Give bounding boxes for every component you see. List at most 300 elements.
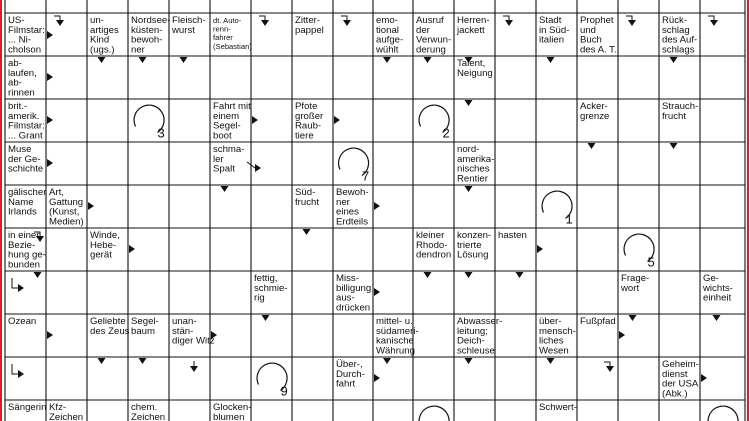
- clue-line: dt. Auto-: [213, 16, 242, 25]
- clue-line: brit.-: [8, 101, 28, 112]
- answer-cell[interactable]: [170, 100, 209, 141]
- clue-line: ... Grant: [8, 130, 43, 142]
- clue-line: Fahrt mit: [213, 101, 251, 112]
- answer-cell[interactable]: [619, 315, 658, 356]
- clue-konzentrierte-loesung: [457, 230, 491, 261]
- clue-winde-hebegeraet: [90, 230, 120, 261]
- clue-line: Talent,: [457, 58, 486, 69]
- answer-cell[interactable]: [211, 272, 250, 313]
- clue-line: Wesen: [539, 345, 569, 357]
- clue-line: renn-: [213, 24, 231, 34]
- clue-line: Name: [8, 196, 34, 208]
- clue-line: großer: [295, 110, 324, 122]
- clue-line: in einer: [8, 230, 40, 241]
- clue-line: in Süd-: [539, 24, 570, 36]
- clue-line: eines: [336, 206, 359, 218]
- answer-cell[interactable]: [537, 57, 576, 98]
- clue-line: Spalt: [213, 163, 235, 175]
- clue-line: Glocken-: [213, 402, 252, 413]
- clue-line: Art,: [49, 187, 64, 198]
- clue-line: Medien): [49, 216, 84, 228]
- clue-line: bewoh-: [131, 34, 163, 46]
- clue-line: Filmstar:: [8, 120, 45, 132]
- answer-cell[interactable]: [374, 272, 412, 313]
- clue-line: Erdteils: [336, 216, 368, 228]
- answer-cell[interactable]: [660, 401, 699, 421]
- answer-cell[interactable]: [701, 358, 744, 399]
- clue-line: fettig,: [254, 273, 278, 284]
- answer-cell[interactable]: [293, 57, 332, 98]
- answer-cell[interactable]: [414, 186, 453, 227]
- answer-cell[interactable]: [414, 315, 453, 356]
- answer-cell[interactable]: [88, 401, 127, 421]
- answer-cell[interactable]: [252, 100, 291, 141]
- clue-line: der: [416, 24, 430, 36]
- clue-line: ler: [213, 153, 224, 165]
- clue-line: Rhodo-: [416, 239, 448, 251]
- clue-line: ner: [336, 196, 350, 208]
- clue-dt-autorennfahrer: [213, 16, 252, 51]
- answer-cell[interactable]: [88, 100, 127, 141]
- answer-cell[interactable]: [496, 14, 535, 55]
- clue-line: baum: [131, 325, 155, 337]
- answer-cell[interactable]: [578, 57, 617, 98]
- clue-line: schichte: [8, 163, 44, 175]
- clue-line: (Sebastian): [213, 41, 252, 51]
- answer-cell[interactable]: [293, 229, 332, 270]
- answer-cells: [6, 14, 744, 421]
- clue-line: jackett: [457, 24, 485, 36]
- answer-cell[interactable]: [455, 186, 494, 227]
- answer-cell[interactable]: [334, 14, 372, 55]
- answer-cell[interactable]: [619, 100, 658, 141]
- answer-cell[interactable]: [129, 229, 168, 270]
- clue-line: blumen: [213, 411, 245, 421]
- clue-line: Durch-: [336, 368, 365, 380]
- clue-line: nord-: [457, 144, 480, 155]
- clue-kfz-zeichen: [49, 402, 83, 421]
- clue-geheimdienst-der-usa: [662, 359, 699, 399]
- clue-line: grenze: [580, 110, 610, 122]
- clue-line: Neigung: [457, 67, 493, 79]
- answer-cell[interactable]: [47, 272, 86, 313]
- answer-cell[interactable]: [496, 401, 535, 421]
- clue-line: cholson: [8, 44, 42, 56]
- clue-unanstaendiger-witz: [172, 316, 215, 347]
- clue-herrenjackett: [456, 15, 490, 36]
- clue-line: Verwun-: [416, 34, 452, 46]
- clue-line: amerika-: [457, 153, 495, 165]
- answer-cell[interactable]: [170, 143, 209, 184]
- clue-line: Irlands: [8, 206, 37, 218]
- answer-cell[interactable]: [701, 100, 744, 141]
- clue-line: schma-: [213, 144, 245, 155]
- answer-cell[interactable]: [496, 358, 535, 399]
- answer-cell[interactable]: [252, 14, 291, 55]
- answer-cell[interactable]: [660, 315, 699, 356]
- clue-line: des A. T.: [580, 44, 617, 56]
- clue-line: billigung: [336, 282, 372, 294]
- clue-line: Kind: [90, 34, 110, 46]
- answer-cell[interactable]: [414, 272, 453, 313]
- answer-cell[interactable]: [211, 57, 250, 98]
- clue-line: Lösung: [457, 249, 489, 261]
- answer-cell[interactable]: [170, 358, 209, 399]
- answer-cell[interactable]: [701, 143, 744, 184]
- answer-cell[interactable]: [374, 358, 412, 399]
- answer-cell[interactable]: [170, 229, 209, 270]
- answer-cell[interactable]: [129, 143, 168, 184]
- solution-number: 1: [565, 211, 573, 227]
- answer-cell[interactable]: [578, 358, 617, 399]
- answer-cell[interactable]: [496, 186, 535, 227]
- clue-line: hasten: [498, 230, 527, 241]
- clue-line: Schwert-: [539, 402, 577, 413]
- answer-cell[interactable]: [455, 272, 494, 313]
- clue-gaelischer-name-irlands: [8, 187, 47, 218]
- solution-number: 3: [157, 125, 165, 141]
- solution-number: 5: [647, 254, 655, 270]
- clue-line: italien: [539, 34, 565, 46]
- answer-cell[interactable]: [47, 315, 86, 356]
- clue-line: bunden: [8, 259, 41, 271]
- answer-cell[interactable]: [414, 143, 453, 184]
- clue-strauchfrucht: [662, 101, 698, 122]
- clue-line: unan-: [172, 316, 197, 327]
- clue-chem-zeichen: [131, 402, 165, 421]
- clue-line: Prophet: [580, 15, 614, 26]
- clue-prophet-im-buch-des-at: [580, 15, 617, 55]
- answer-cell[interactable]: [47, 14, 86, 55]
- answer-cell[interactable]: [293, 401, 332, 421]
- answer-cell[interactable]: [374, 186, 412, 227]
- answer-cell[interactable]: [211, 229, 250, 270]
- clue-line: Winde,: [90, 230, 120, 241]
- answer-cell[interactable]: [170, 186, 209, 227]
- answer-cell[interactable]: [496, 57, 535, 98]
- answer-cell[interactable]: [334, 401, 372, 421]
- clue-brit-amerik-filmstar-grant: [8, 101, 45, 141]
- clue-fettig-schmierig: [254, 273, 288, 304]
- clue-line: wort: [621, 282, 640, 294]
- answer-cell[interactable]: [252, 229, 291, 270]
- clue-line: emo-: [376, 15, 398, 26]
- clue-line: einheit: [703, 292, 732, 304]
- clue-line: frucht: [295, 196, 319, 208]
- answer-cell[interactable]: [211, 315, 250, 356]
- answer-cell[interactable]: [374, 100, 412, 141]
- answer-cell[interactable]: [455, 401, 494, 421]
- clue-line: rig: [254, 292, 265, 304]
- answer-cell[interactable]: [619, 143, 658, 184]
- answer-cell[interactable]: [47, 57, 86, 98]
- clue-schmaler-spalt: [213, 144, 244, 175]
- clue-line: trierte: [457, 239, 482, 251]
- clue-line: frucht: [662, 110, 686, 122]
- clue-line: Raub-: [295, 120, 322, 132]
- clue-fusspfad: [580, 316, 616, 327]
- answer-cell[interactable]: [578, 272, 617, 313]
- answer-cell[interactable]: [619, 14, 658, 55]
- clue-line: gälischer: [8, 187, 47, 198]
- clue-line: und: [580, 24, 597, 36]
- clue-line: liches: [539, 335, 564, 347]
- clue-gewichtseinheit: [702, 273, 733, 304]
- clue-line: Kfz-: [49, 402, 67, 413]
- answer-cell[interactable]: [537, 229, 576, 270]
- clue-line: nisches: [457, 163, 490, 175]
- answer-cell[interactable]: [88, 143, 127, 184]
- clue-line: Fleisch-: [172, 15, 206, 26]
- clue-line: Ge-: [703, 273, 719, 284]
- clue-line: Nordsee-: [131, 15, 171, 26]
- answer-cell[interactable]: [619, 186, 658, 227]
- clue-line: konzen-: [457, 230, 492, 241]
- answer-cell[interactable]: [496, 143, 535, 184]
- clue-line: Sängerin: [8, 402, 47, 413]
- clue-unartiges-kind: [90, 15, 119, 55]
- clue-kleiner-rhododendron: [416, 230, 451, 261]
- answer-cell[interactable]: [88, 272, 127, 313]
- solution-number: 9: [280, 383, 288, 399]
- answer-cell[interactable]: [334, 100, 372, 141]
- clue-line: Zitter-: [295, 15, 321, 26]
- answer-cell[interactable]: [537, 272, 576, 313]
- answer-cell[interactable]: [455, 100, 494, 141]
- clue-ueber-durchfahrt: [336, 359, 365, 390]
- clue-line: Bezie-: [8, 239, 36, 251]
- solution-number: 2: [442, 125, 450, 141]
- answer-cell[interactable]: [129, 186, 168, 227]
- clue-line: gerät: [90, 249, 112, 261]
- clue-line: rinnen: [8, 87, 35, 99]
- clue-line: hung ge-: [8, 249, 46, 261]
- answer-cell[interactable]: [374, 229, 412, 270]
- clue-line: Rück-: [662, 15, 688, 26]
- clue-line: diger Witz: [172, 335, 215, 347]
- answer-cell[interactable]: [660, 272, 699, 313]
- clue-line: Geliebte: [90, 316, 126, 327]
- answer-cell[interactable]: [414, 57, 453, 98]
- clue-line: Zeichen: [131, 411, 166, 421]
- answer-cell[interactable]: [537, 100, 576, 141]
- answer-cell[interactable]: [47, 229, 86, 270]
- clue-mittel-u-suedamerikanische-waehrung: [376, 316, 419, 356]
- clue-line: Abwasser-: [457, 316, 503, 327]
- clue-hasten: [498, 230, 527, 241]
- answer-cell[interactable]: [537, 358, 576, 399]
- clue-bewohner-eines-erdteils: [336, 187, 369, 227]
- clue-line: tiere: [295, 130, 314, 142]
- answer-cell[interactable]: [211, 186, 250, 227]
- clue-line: Herren-: [457, 15, 490, 26]
- answer-cell[interactable]: [660, 57, 699, 98]
- answer-cell[interactable]: [374, 401, 412, 421]
- answer-cell[interactable]: [170, 57, 209, 98]
- clue-line: Pfote: [295, 101, 318, 112]
- clue-line: chem.: [131, 402, 158, 413]
- answer-cell[interactable]: [455, 358, 494, 399]
- clue-line: Segel-: [213, 120, 241, 132]
- clue-ozean: [8, 316, 36, 327]
- clue-uebermenschliches-wesen: [539, 316, 576, 356]
- clue-line: Stadt: [539, 15, 562, 26]
- answer-cell[interactable]: [537, 143, 576, 184]
- answer-cell[interactable]: [701, 186, 744, 227]
- clue-rueckschlag-des-aufschlags: [662, 15, 697, 55]
- answer-cell[interactable]: [496, 100, 535, 141]
- answer-cell[interactable]: [293, 358, 332, 399]
- clue-line: fahrt: [336, 378, 356, 390]
- answer-cell[interactable]: [701, 57, 744, 98]
- answer-cell[interactable]: [701, 14, 744, 55]
- answer-cell[interactable]: [701, 315, 744, 356]
- clue-line: wurst: [172, 24, 195, 36]
- clue-suedfrucht: [295, 187, 319, 208]
- answer-cell[interactable]: [47, 143, 86, 184]
- clue-line: (Abk.): [662, 388, 688, 400]
- clue-line: mensch-: [539, 325, 576, 337]
- clue-line: leitung;: [457, 325, 488, 337]
- clue-line: (Kunst,: [49, 206, 80, 218]
- clue-pfote-grosser-raubtiere: [295, 101, 324, 141]
- clue-line: aufge-: [376, 34, 404, 46]
- answer-cell[interactable]: [619, 401, 658, 421]
- answer-cell[interactable]: [578, 186, 617, 227]
- clue-line: tional: [376, 24, 399, 36]
- answer-cell[interactable]: [578, 143, 617, 184]
- clue-line: schmie-: [254, 282, 288, 294]
- answer-cell[interactable]: [252, 186, 291, 227]
- clue-line: Rentier: [457, 173, 488, 185]
- answer-cell[interactable]: [374, 57, 412, 98]
- clue-line: küsten-: [131, 24, 163, 36]
- answer-cell[interactable]: [578, 229, 617, 270]
- answer-cell[interactable]: [211, 358, 250, 399]
- clue-ablaufen-abrinnen: [8, 58, 37, 98]
- answer-cell[interactable]: [47, 358, 86, 399]
- answer-cell[interactable]: [334, 57, 372, 98]
- answer-cell[interactable]: [88, 186, 127, 227]
- answer-cell[interactable]: [170, 272, 209, 313]
- clue-nordseekuestenbewohner: [131, 15, 170, 55]
- clue-talent-neigung: [457, 58, 493, 79]
- answer-cell[interactable]: [47, 100, 86, 141]
- clue-line: amerik.: [8, 110, 40, 122]
- clue-emotional-aufgewuehlt: [375, 15, 403, 55]
- answer-cell[interactable]: [252, 143, 291, 184]
- clue-line: laufen,: [8, 67, 37, 79]
- clue-line: Über-,: [336, 359, 363, 370]
- clue-line: derung: [416, 44, 446, 56]
- answer-cell[interactable]: [374, 143, 412, 184]
- clue-line: US-: [8, 15, 25, 26]
- clue-frage-wort: [620, 273, 649, 294]
- answer-cell[interactable]: [660, 143, 699, 184]
- clue-line: Acker-: [580, 101, 608, 112]
- clue-line: wichts-: [703, 282, 733, 294]
- answer-cell[interactable]: [129, 358, 168, 399]
- clue-line: Filmstar:: [8, 24, 45, 36]
- answer-cell[interactable]: [660, 186, 699, 227]
- clue-line: dendron: [416, 249, 452, 261]
- clue-line: Süd-: [295, 187, 316, 198]
- clue-us-filmstar-nicholson: [8, 15, 45, 55]
- clue-line: Hebe-: [90, 239, 117, 251]
- clue-line: wühlt: [376, 44, 399, 56]
- answer-cell[interactable]: [252, 57, 291, 98]
- answer-cell[interactable]: [293, 272, 332, 313]
- clue-line: kleiner: [416, 230, 445, 241]
- answer-cell[interactable]: [660, 229, 699, 270]
- clue-line: mittel- u.: [376, 316, 413, 327]
- clue-line: der USA: [662, 378, 699, 390]
- clue-schwert: [539, 402, 577, 413]
- solution-number: 7: [362, 168, 370, 184]
- clue-line: des Zeus: [90, 325, 130, 337]
- clue-segelbaum: [131, 316, 159, 337]
- clue-line: Zeichen: [49, 411, 84, 421]
- answer-cell[interactable]: [293, 143, 332, 184]
- clue-glockenblumen: [213, 402, 251, 421]
- clue-line: südameri-: [376, 325, 419, 337]
- clue-line: Ausruf: [416, 15, 444, 26]
- clue-muse-der-geschichte: [8, 144, 43, 175]
- clue-line: drücken: [336, 302, 371, 314]
- answer-cell[interactable]: [252, 401, 291, 421]
- answer-cell[interactable]: [88, 57, 127, 98]
- answer-cell[interactable]: [701, 229, 744, 270]
- answer-cell[interactable]: [619, 358, 658, 399]
- answer-cell[interactable]: [414, 358, 453, 399]
- clue-line: Miss-: [336, 273, 359, 284]
- clue-line: stän-: [172, 325, 194, 337]
- clue-line: Währung: [376, 345, 415, 357]
- clue-line: boot: [213, 130, 232, 142]
- clue-line: ner: [131, 44, 145, 56]
- clue-line: Bewoh-: [336, 187, 369, 198]
- clue-saengerin: [8, 402, 46, 413]
- clue-line: Fußpfad: [580, 316, 616, 327]
- answer-cell[interactable]: [619, 57, 658, 98]
- clue-line: schleuse: [457, 345, 495, 357]
- clue-fleischwurst: [171, 15, 206, 36]
- clue-line: Strauch-: [662, 101, 699, 112]
- clue-line: ab-: [8, 58, 22, 69]
- answer-cell[interactable]: [129, 272, 168, 313]
- clue-line: Deich-: [457, 335, 485, 347]
- clue-line: der Ge-: [8, 153, 41, 165]
- answer-cell[interactable]: [170, 401, 209, 421]
- clue-line: artiges: [90, 24, 119, 36]
- clue-line: aus-: [336, 292, 355, 304]
- clue-line: schlags: [662, 44, 695, 56]
- answer-cell[interactable]: [334, 229, 372, 270]
- clue-line: pappel: [295, 24, 324, 36]
- answer-cell[interactable]: [88, 358, 127, 399]
- answer-cell[interactable]: [293, 315, 332, 356]
- clue-line: schlag: [662, 24, 690, 36]
- clue-zitterpappel: [295, 15, 324, 36]
- answer-cell[interactable]: [496, 272, 535, 313]
- answer-cell[interactable]: [129, 57, 168, 98]
- clue-fahrt-mit-einem-segelboot: [213, 101, 251, 141]
- answer-cell[interactable]: [252, 315, 291, 356]
- answer-cell[interactable]: [334, 315, 372, 356]
- clue-missbilligung-ausdruecken: [336, 273, 371, 313]
- answer-cell[interactable]: [578, 401, 617, 421]
- clue-line: dienst: [662, 368, 688, 380]
